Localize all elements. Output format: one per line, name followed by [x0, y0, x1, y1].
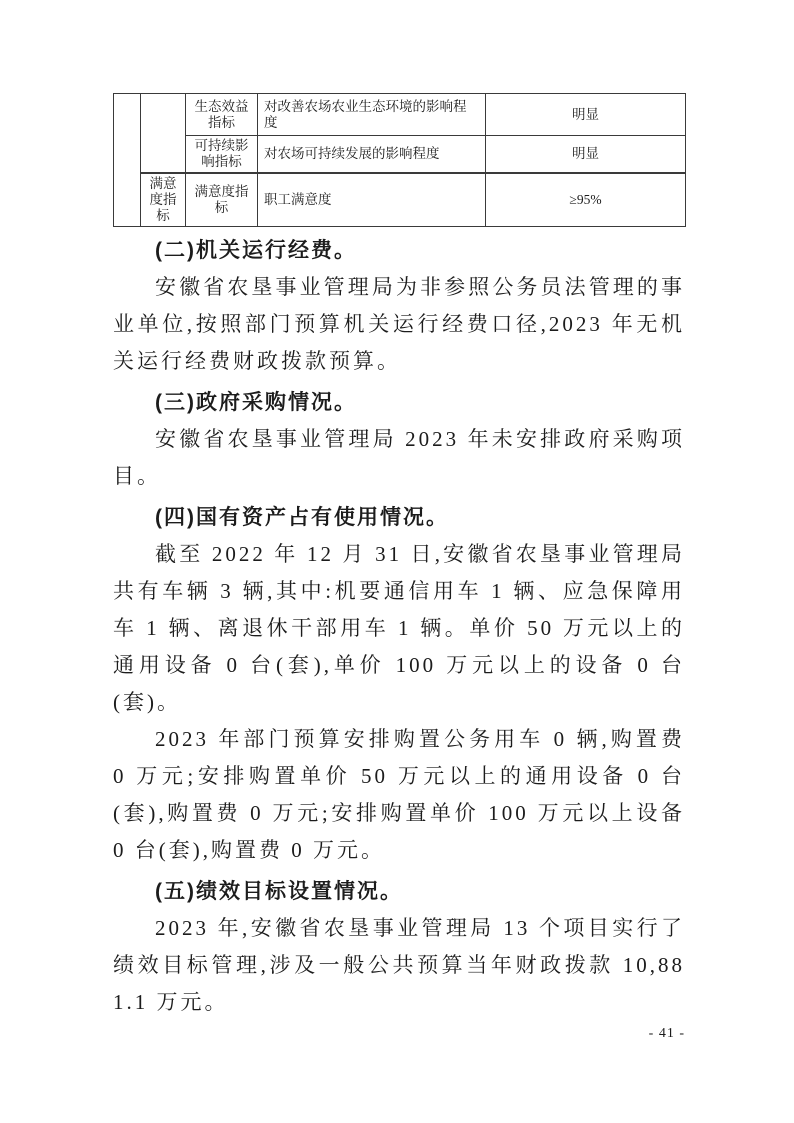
body-paragraph: 安徽省农垦事业管理局 2023 年未安排政府采购项目。: [113, 427, 685, 488]
table-cell-value: 明显: [486, 94, 686, 136]
section-heading: (五)绩效目标设置情况。: [155, 880, 403, 903]
table-cell-indicator-type: 满意度指标: [186, 173, 258, 227]
section-heading: (四)国有资产占有使用情况。: [155, 506, 449, 529]
section-heading: (二)机关运行经费。: [155, 239, 357, 262]
page-content: [113, 93, 685, 1021]
page-number: - 41 -: [648, 1026, 685, 1041]
table-cell-value: ≥95%: [486, 173, 686, 227]
section-office-operating-funds: [113, 232, 685, 380]
body-paragraph: 2023 年,安徽省农垦事业管理局 13 个项目实行了绩效目标管理,涉及一般公共预算当年财政拨款 10,881.1 万元。: [113, 916, 685, 1014]
table-cell-value: 明显: [486, 136, 686, 174]
section-state-owned-assets: [113, 499, 685, 869]
table-cell-left-spacer: [114, 94, 141, 227]
section-heading: (三)政府采购情况。: [155, 391, 357, 414]
table-cell-description: 对农场可持续发展的影响程度: [258, 136, 486, 174]
document-body: [113, 232, 685, 1021]
section-government-procurement: [113, 384, 685, 495]
table-cell-description: 对改善农场农业生态环境的影响程度: [258, 94, 486, 136]
table-cell-group-empty: [141, 94, 186, 174]
table-cell-indicator-type: 可持续影响指标: [186, 136, 258, 174]
section-performance-targets: [113, 873, 685, 1021]
body-paragraph: 截至 2022 年 12 月 31 日,安徽省农垦事业管理局共有车辆 3 辆,其中:机要通信用车 1 辆、应急保障用车 1 辆、离退休干部用车 1 辆。单价 50 万元以上的通用设备 0 台(套),单价 100 万元以上的设备 0 台(套)。: [113, 542, 685, 714]
body-paragraph: 2023 年部门预算安排购置公务用车 0 辆,购置费 0 万元;安排购置单价 50 万元以上的通用设备 0 台(套),购置费 0 万元;安排购置单价 100 万元以上设备 0 台(套),购置费 0 万元。: [113, 727, 685, 862]
table-cell-group: 满意度指标: [141, 173, 186, 227]
table-row: [114, 94, 686, 136]
table-cell-indicator-type: 生态效益指标: [186, 94, 258, 136]
table-row: [114, 136, 686, 174]
performance-indicator-table: [113, 93, 686, 227]
table-row: [114, 173, 686, 227]
body-paragraph: 安徽省农垦事业管理局为非参照公务员法管理的事业单位,按照部门预算机关运行经费口径,2023 年无机关运行经费财政拨款预算。: [113, 275, 685, 373]
table-cell-description: 职工满意度: [258, 173, 486, 227]
